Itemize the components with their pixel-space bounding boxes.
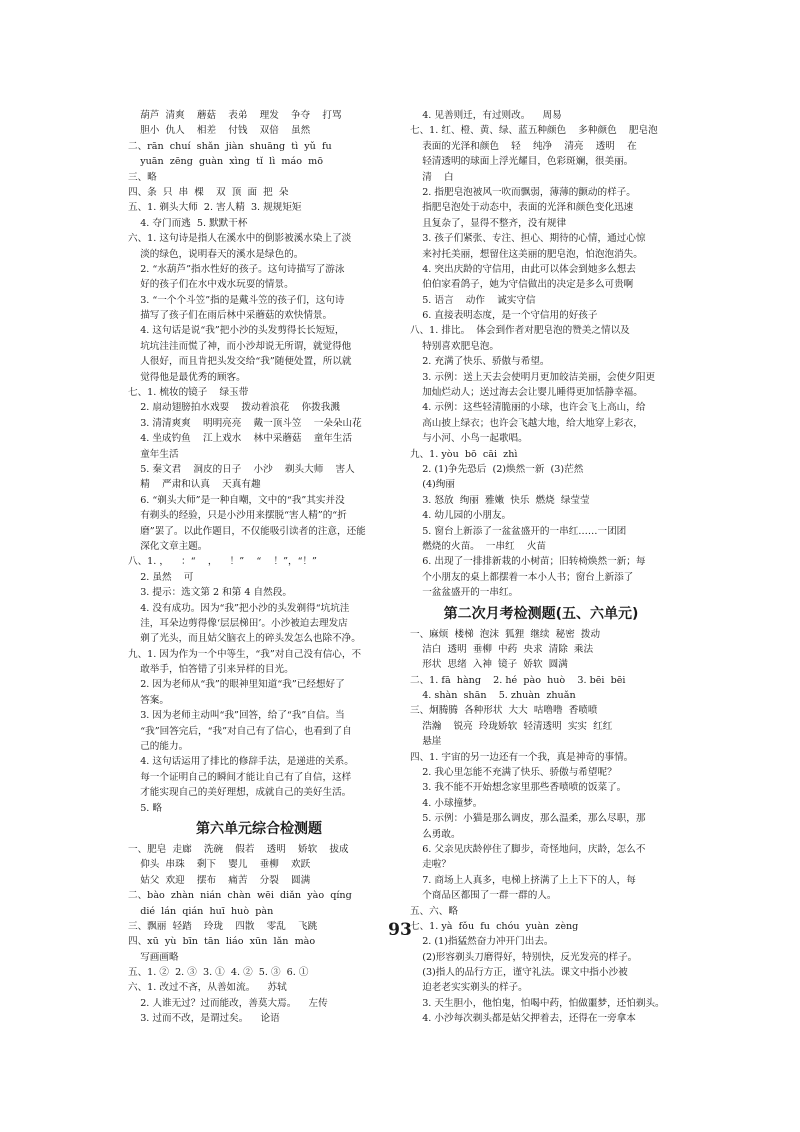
answer-line: 有剃头的经验，只是小沙用来摆脱“害人精”的“折: [128, 510, 347, 522]
answer-line: 人很好，而且肯把头发交给“我”随便处置，所以就: [128, 356, 352, 368]
answer-line: 六、1. 改过不吝，从善如流。 苏轼: [128, 982, 287, 994]
answer-line: 3. 提示：选文第 2 和第 4 自然段。: [128, 587, 292, 599]
answer-line: 葫芦 清爽 蘑菇 表弟 理发 争夺 打骂: [128, 110, 342, 121]
answer-line: 走啦？: [410, 859, 451, 871]
section-heading: 第二次月考检测题(五、六单元): [443, 605, 639, 622]
answer-line: 3. 我不能不开始想念家里那些香喷喷的饭菜了。: [410, 782, 627, 794]
answer-line: 悬崖: [410, 736, 442, 748]
answer-line: yuān zēng guàn xìng tǐ lì máo mō: [128, 156, 323, 168]
answer-line: 6. 出现了一排排新栽的小树苗；旧转椅焕然一新；每: [410, 556, 646, 568]
answer-line: 九、1. 因为作为一个中等生，“我”对自己没有信心，不: [128, 648, 362, 660]
answer-line: 姑父 欢迎 摆布 痛苦 分裂 圆满: [128, 874, 311, 886]
section-heading: 第六单元综合检测题: [196, 820, 322, 837]
answer-line: 童年生活: [128, 448, 179, 460]
answer-line: 2. 虽然 可: [128, 571, 194, 583]
page-number: 93: [388, 920, 412, 940]
answer-line: 写画画略: [128, 951, 179, 963]
answer-line: 坑坑洼洼而慌了神，而小沙却说无所谓，就觉得他: [128, 340, 352, 352]
answer-line: 与小河、小鸟一起歌唱。: [410, 433, 528, 445]
answer-line: 5. 略: [128, 802, 162, 814]
answer-line: dié lán qián huī huò pàn: [128, 905, 274, 917]
answer-line: 磨”罢了。以此作题目，不仅能吸引读者的注意，还能: [128, 525, 366, 537]
answer-line: 3. 怒放 绚丽 雅嫩 快乐 燃烧 绿莹莹: [410, 494, 590, 506]
answer-line: 七、1. 梳妆的镜子 绿玉带: [128, 387, 249, 399]
answer-line: 二、1. fā hàng 2. hé pào huò 3. bēi bēi: [410, 674, 626, 686]
answer-line: 四、xū yù bīn tān liáo xūn lǎn mào: [128, 936, 316, 948]
answer-line: 三、飘丽 轻踏 玲珑 四散 零乱 飞跳: [128, 920, 318, 932]
answer-line: 3. 清清爽爽 明明亮亮 戴一顶斗笠 一朵朵山花: [128, 417, 362, 429]
answer-line: 来衬托美丽，想留住这美丽的肥皂泡，怕泡泡消失。: [410, 248, 643, 260]
answer-line: 4. 这句话运用了排比的修辞手法，是递进的关系。: [128, 756, 354, 768]
answer-line: 二、bào zhàn nián chàn wēi diǎn yào qíng: [128, 890, 352, 902]
answer-line: 3. 孩子们紧张、专注、担心、期待的心情，通过心惊: [410, 233, 646, 245]
answer-line: 4. 没有成功。因为“我”把小沙的头发剃得“坑坑洼: [128, 602, 350, 614]
answer-line: 高山披上绿衣；也许会飞越大地，给大地穿上彩衣，: [410, 417, 643, 429]
answer-line: 描写了孩子们在雨后林中采蘑菇的欢快情景。: [128, 310, 333, 322]
answer-line: 个小朋友的桌上都摆着一本小人书；窗台上新添了: [410, 571, 634, 583]
answer-line: 加灿烂动人；送过海去会让婴儿睡得更加恬静幸福。: [410, 387, 643, 399]
answer-line: 6. 直接表明态度，是一个守信用的好孩子: [410, 310, 598, 322]
answer-line: “我”回答完后，“我”对自己有了信心，也看到了自: [128, 725, 352, 737]
answer-line: 3. 示例：送上天去会使明月更加皎洁美丽，会使夕阳更: [410, 371, 656, 383]
answer-line: 6. 父亲见庆龄停住了脚步，奇怪地问，庆龄，怎么不: [410, 843, 646, 855]
answer-line: 3. 过而不改，是谓过矣。 论语: [128, 1013, 280, 1025]
answer-line: 二、rān chuí shǎn jiàn shuāng tì yǔ fu: [128, 140, 332, 152]
answer-line: 且复杂了，显得不整齐，没有规律: [410, 217, 567, 229]
answer-line: 5. 秦文君 洞皮的日子 小沙 剃头大师 害人: [128, 463, 355, 475]
answer-line: 五、1. 剃头大师 2. 害人精 3. 规规矩矩: [128, 202, 302, 214]
answer-line: 一盆盆盛开的一串红。: [410, 587, 519, 599]
answer-line: 四、1. 宇宙的另一边还有一个我，真是神奇的事情。: [410, 751, 634, 763]
answer-line: 4. 小沙每次剃头都是姑父押着去，还得在一旁拿本: [410, 1013, 636, 1025]
answer-line: 淡的绿色，说明春天的溪水是绿色的。: [128, 248, 304, 260]
answer-line: 指肥皂泡处于动态中，表面的光泽和颜色变化迅速: [410, 202, 634, 214]
answer-line: 觉得他是最优秀的顾客。: [128, 371, 246, 383]
answer-line: 5. 示例：小猫是那么调皮，那么温柔，那么尽职，那: [410, 813, 646, 825]
answer-line: 伯伯家看鸽子，她为守信做出的决定是多么可贵啊: [410, 279, 634, 291]
left-answer-column: [128, 108, 390, 1027]
answer-line: 一、肥皂 走廊 洗碗 假若 透明 娇软 拔成: [128, 843, 349, 855]
answer-line: 己的能力。: [128, 741, 189, 753]
answer-line: 2. 因为老师从“我”的眼神里知道“我”已经想好了: [128, 679, 345, 691]
answer-line: 7. 商场上人真多，电梯上挤满了上上下下的人，每: [410, 874, 636, 886]
answer-line: 4. 坐成钓鱼 江上戏水 林中采蘑菇 童年生活: [128, 433, 353, 445]
answer-line: 五、六、略: [410, 905, 458, 917]
answer-line: 八、1. 排比。 体会到作者对肥皂泡的赞美之情以及: [410, 325, 630, 337]
answer-line: 么勇敢。: [410, 828, 461, 840]
answer-line: 2. 扇动翅膀拍水戏耍 拨动着浪花 你拨我溅: [128, 402, 340, 414]
answer-line: 迫老老实实剃头的样子。: [410, 982, 528, 994]
answer-line: 四、条 只 串 棵 双 顶 面 把 朵: [128, 186, 289, 198]
answer-line: 2. “水葫芦”指水性好的孩子。这句诗描写了游泳: [128, 263, 345, 275]
answer-line: 2. 指肥皂泡被风一吹而飘弱，薄薄的颤动的样子。: [410, 186, 636, 198]
answer-line: 4. 见善则迁，有过则改。 周易: [410, 110, 562, 121]
answer-line: (2)形容剃头刀磨得好，特别快，反光发亮的样子。: [410, 951, 638, 963]
answer-line: 表面的光泽和颜色 轻 纯净 清亮 透明 在: [410, 140, 637, 152]
answer-line: 3. 因为老师主动叫“我”回答，给了“我”自信。当: [128, 710, 345, 722]
answer-line: 2. (1)指猛然奋力冲开门出去。: [410, 936, 554, 948]
answer-line: 九、1. yòu bō cāi zhì: [410, 448, 518, 460]
answer-line: 清 白: [410, 171, 454, 183]
answer-line: 4. shàn shān 5. zhuàn zhuǎn: [410, 690, 576, 702]
answer-line: 浩瀚 锐亮 玲珑娇软 轻清透明 实实 红红: [410, 720, 613, 732]
answer-line: 2. (1)争先恐后 (2)焕然一新 (3)茫然: [410, 463, 584, 475]
answer-line: 4. 幼儿园的小朋友。: [410, 510, 512, 522]
answer-line: 4. 夺门而逃 5. 默默干杯: [128, 217, 248, 229]
answer-line: 洁白 透明 垂柳 中药 央求 清除 乘法: [410, 643, 594, 655]
answer-line: 八、1. ， ：“ ， ！” “ ！”，“！”: [128, 556, 317, 568]
answer-line: 每一个证明自己的瞬间才能让自己有了自信，这样: [128, 771, 352, 783]
answer-line: 3. “一个个斗笠”指的是戴斗笠的孩子们，这句诗: [128, 294, 345, 306]
answer-line: 三、炯腾腾 各种形状 大大 咕噜噜 香喷喷: [410, 705, 598, 717]
answer-line: 一、麻烦 楼梯 泡沫 狐狸 继续 秘密 拨动: [410, 628, 601, 640]
answer-line: 形状 思绪 入神 镜子 娇软 圆满: [410, 659, 568, 671]
answer-line: 4. 这句话是说“我”把小沙的头发剪得长长短短，: [128, 325, 345, 337]
answer-line: 4. 突出庆龄的守信用，由此可以体会到她多么想去: [410, 263, 636, 275]
right-answer-column: [410, 108, 672, 1027]
answer-line: 精 严肃和认真 天真有趣: [128, 479, 261, 491]
answer-line: 5. 语言 动作 诚实守信: [410, 294, 536, 306]
answer-line: 胆小 仇人 相差 付钱 双倍 虽然: [128, 125, 311, 137]
answer-line: 2. 充满了快乐、骄傲与希望。: [410, 356, 550, 368]
answer-line: 6. “剃头大师”是一种自嘲，文中的“我”其实并没: [128, 494, 345, 506]
answer-line: 5. 窗台上新添了一盆盆盛开的一串红……一团团: [410, 525, 627, 537]
answer-line: 特别喜欢肥皂泡。: [410, 340, 499, 352]
answer-line: 答案。: [128, 694, 169, 706]
answer-line: 3. 天生胆小，他怕鬼，怕喝中药，怕做噩梦，还怕剃头。: [410, 997, 665, 1009]
answer-line: 4. 小球撞梦。: [410, 797, 483, 809]
answer-line: 燃烧的火苗。 一串红 火苗: [410, 540, 547, 552]
answer-line: 三、略: [128, 171, 157, 183]
answer-line: 洼，耳朵边剪得像‘层层梯田’。小沙被迫去理发店: [128, 617, 348, 629]
answer-line: 4. 示例：这些轻清脆丽的小球，也许会飞上高山，给: [410, 402, 646, 414]
answer-line: (4)绚丽: [410, 479, 455, 491]
answer-line: 轻清透明的球面上浮光耀目，色彩斑斓，很美丽。: [410, 156, 634, 168]
answer-line: 五、1. ② 2. ③ 3. ① 4. ② 5. ③ 6. ①: [128, 967, 309, 979]
answer-line: 剃了光头，而且姑父脑衣上的碎头发怎么也除不净。: [128, 633, 361, 645]
answer-line: 才能实现自己的美好理想，成就自己的美好生活。: [128, 787, 352, 799]
answer-line: 好的孩子们在水中戏水玩耍的情景。: [128, 279, 294, 291]
answer-line: 深化文章主题。: [128, 540, 208, 552]
answer-line: (3)指人的品行方正，谨守礼法。课文中指小沙被: [410, 967, 628, 979]
answer-line: 2. 我心里怎能不充满了快乐、骄傲与希望呢？: [410, 767, 617, 779]
answer-line: 个商品区都围了一群一群的人。: [410, 890, 557, 902]
answer-line: 2. 人谁无过？过而能改，善莫大焉。 左传: [128, 997, 328, 1009]
answer-line: 仰头 串珠 剩下 婴儿 垂柳 欢跃: [128, 859, 311, 871]
answer-line: 七、1. yà fǒu fu chóu yuàn zèng: [410, 920, 579, 932]
answer-line: 七、1. 红、橙、黄、绿、蓝五种颜色 多种颜色 肥皂泡: [410, 125, 658, 137]
answer-line: 敢举手，怕答错了引来异样的目光。: [128, 664, 294, 676]
answer-line: 六、1. 这句诗是指人在溪水中的倒影被溪水染上了淡: [128, 233, 352, 245]
